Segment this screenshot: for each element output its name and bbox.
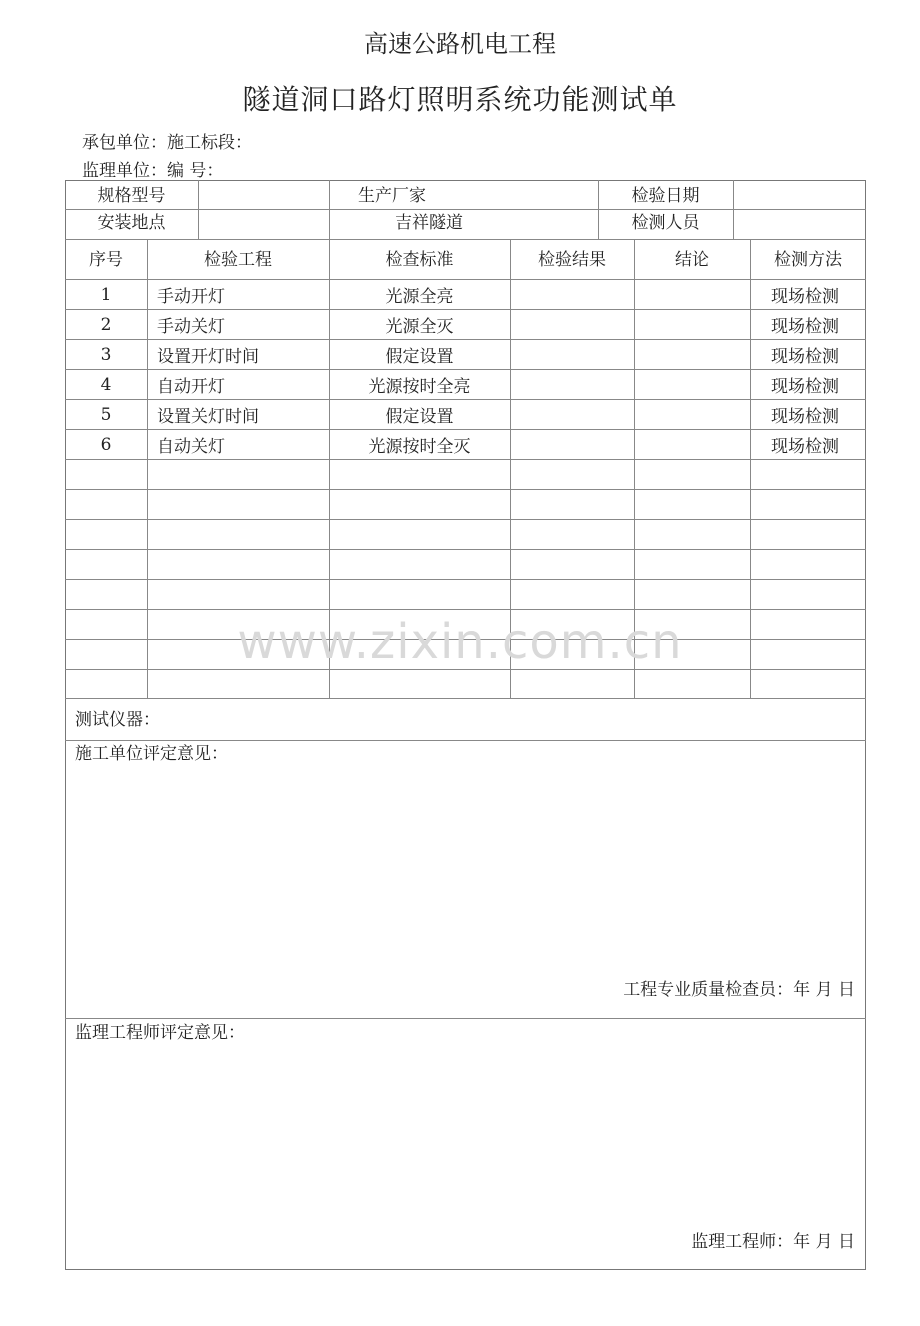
- row-result: [510, 402, 634, 432]
- row-conclusion: [634, 372, 750, 402]
- header-standard: 检查标准: [385, 250, 454, 270]
- header-result: 检验结果: [538, 250, 606, 270]
- row-standard: 光源按时全灭: [368, 437, 471, 457]
- table-row-border: [65, 609, 866, 610]
- row-standard: 光源全灭: [385, 317, 454, 337]
- table-row-border: [65, 489, 866, 490]
- row-conclusion: [634, 282, 750, 312]
- row-conclusion: [634, 402, 750, 432]
- inspection-date-value: [733, 181, 866, 211]
- row-method: 现场检测: [771, 437, 839, 457]
- row-method: 现场检测: [771, 287, 839, 307]
- spec-label: 规格型号: [97, 186, 166, 206]
- row-no: 6: [100, 435, 112, 455]
- document-title: 高速公路机电工程: [364, 30, 556, 58]
- location-value: 吉祥隧道: [395, 213, 463, 233]
- supervisor-line: 监理单位：编 号：: [82, 161, 224, 181]
- table-row-border: [65, 579, 866, 580]
- header-method: 检测方法: [774, 250, 842, 270]
- row-item: 设置开灯时间: [157, 347, 259, 367]
- row-method: 现场检测: [771, 377, 839, 397]
- row-method: 现场检测: [771, 347, 839, 367]
- form-title: 隧道洞口路灯照明系统功能测试单: [242, 83, 678, 116]
- construction-signature-line: 工程专业质量检查员：年 月 日: [623, 980, 855, 1000]
- row-item: 手动开灯: [157, 287, 225, 307]
- supervisor-opinion-label: 监理工程师评定意见：: [75, 1023, 245, 1043]
- row-method: 现场检测: [771, 317, 839, 337]
- row-item: 手动关灯: [157, 317, 225, 337]
- row-conclusion: [634, 312, 750, 342]
- row-no: 2: [100, 315, 112, 335]
- row-conclusion: [634, 342, 750, 372]
- table-header-border: [65, 279, 866, 280]
- row-no: 1: [100, 285, 112, 305]
- inspection-date-label: 检验日期: [631, 186, 700, 206]
- row-item: 设置关灯时间: [157, 407, 259, 427]
- location-label: 安装地点: [97, 213, 166, 233]
- row-item: 自动关灯: [157, 437, 225, 457]
- manufacturer-value: [450, 181, 598, 211]
- watermark: www.zixin.com.cn: [237, 614, 683, 670]
- inspector-label: 检测人员: [631, 213, 700, 233]
- row-item: 自动开灯: [157, 377, 225, 397]
- info-bottom-border: [65, 239, 866, 240]
- row-no: 3: [100, 345, 112, 365]
- row-result: [510, 282, 634, 312]
- row-result: [510, 372, 634, 402]
- table-row-border: [65, 549, 866, 550]
- header-conclusion: 结论: [675, 250, 709, 270]
- inspector-value: [733, 208, 866, 238]
- construction-opinion-label: 施工单位评定意见：: [75, 744, 228, 764]
- row-method: 现场检测: [771, 407, 839, 427]
- manufacturer-label: 生产厂家: [358, 186, 426, 206]
- instrument-label: 测试仪器：: [75, 710, 160, 730]
- row-standard: 假定设置: [385, 347, 454, 367]
- header-item: 检验工程: [204, 250, 272, 270]
- row-standard: 光源全亮: [385, 287, 454, 307]
- supervisor-signature-line: 监理工程师：年 月 日: [691, 1232, 855, 1252]
- row-no: 4: [100, 375, 112, 395]
- row-conclusion: [634, 432, 750, 462]
- row-standard: 假定设置: [385, 407, 454, 427]
- row-result: [510, 342, 634, 372]
- row-result: [510, 312, 634, 342]
- contractor-line: 承包单位：施工标段：: [82, 133, 252, 153]
- header-no: 序号: [89, 250, 123, 270]
- table-bottom-border: [65, 698, 866, 699]
- row-result: [510, 432, 634, 462]
- spec-value: [198, 181, 329, 211]
- row-no: 5: [100, 405, 112, 425]
- row-standard: 光源按时全亮: [368, 377, 471, 397]
- table-row-border: [65, 519, 866, 520]
